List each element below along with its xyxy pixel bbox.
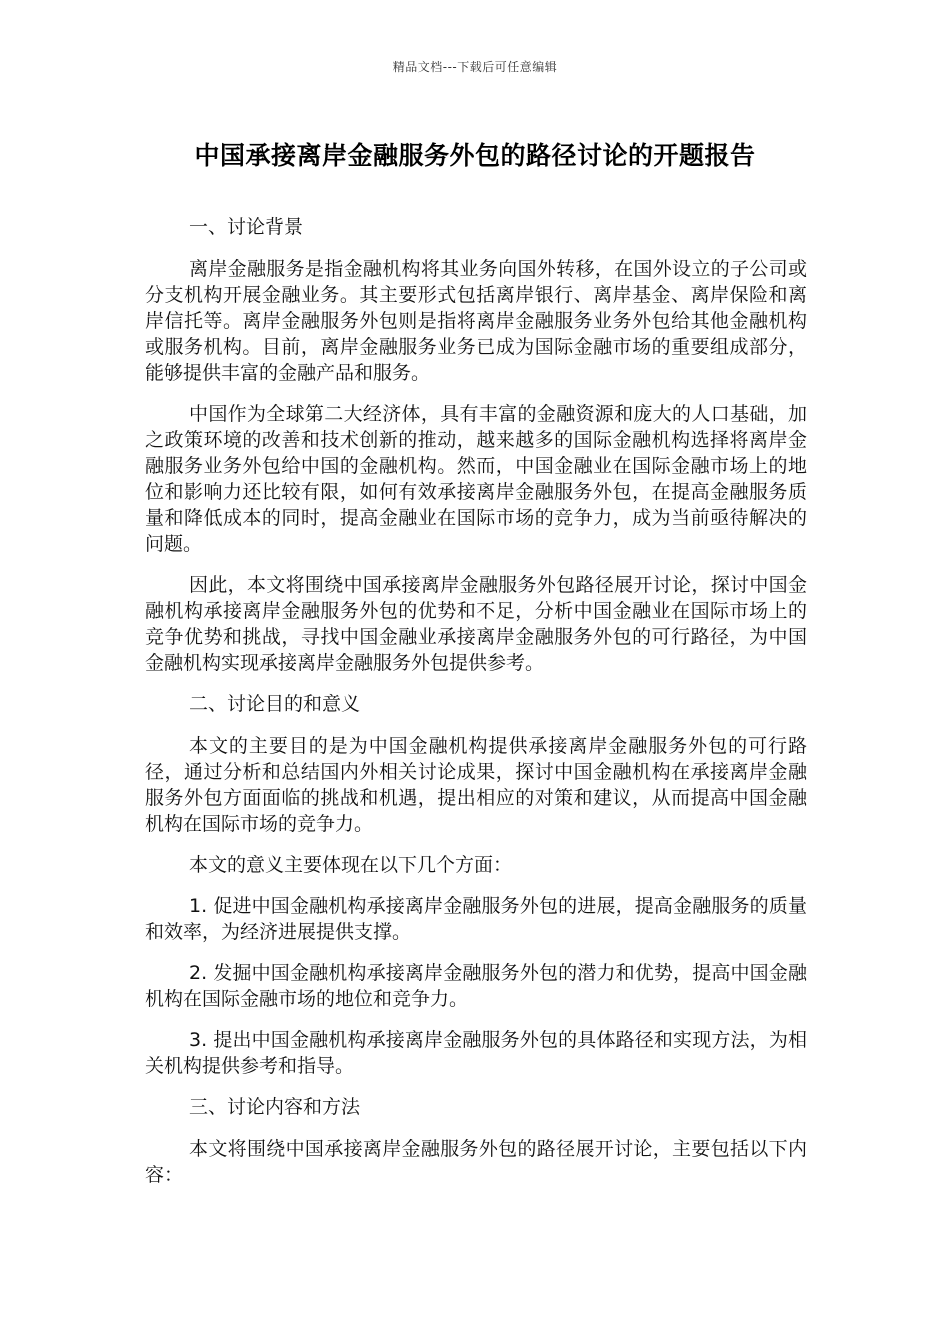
paragraph: 离岸金融服务是指金融机构将其业务向国外转移，在国外设立的子公司或分支机构开展金融业务。其主要形式包括离岸银行、离岸基金、离岸保险和离岸信托等。离岸金融服务外包则是指将离岸金融服务业务外包给其他金融机构或服务机构。目前，离岸金融服务业务已成为国际金融市场的重要组成部分，能够提供丰富的金融产品和服务。 (145, 258, 807, 384)
paragraph: 因此，本文将围绕中国承接离岸金融服务外包路径展开讨论，探讨中国金融机构承接离岸金融服务外包的优势和不足，分析中国金融业在国际市场上的竞争优势和挑战，寻找中国金融业承接离岸金融服务外包的可行路径，为中国金融机构实现承接离岸金融服务外包提供参考。 (145, 574, 807, 674)
section-heading-background: 一、讨论背景 (189, 216, 304, 238)
document-title: 中国承接离岸金融服务外包的路径讨论的开题报告 (194, 141, 756, 170)
list-item: 3. 提出中国金融机构承接离岸金融服务外包的具体路径和实现方法，为相关机构提供参考和指导。 (145, 1029, 807, 1077)
paragraph: 本文将围绕中国承接离岸金融服务外包的路径展开讨论，主要包括以下内容： (145, 1138, 807, 1186)
section-heading-purpose: 二、讨论目的和意义 (189, 693, 361, 715)
list-item: 2. 发掘中国金融机构承接离岸金融服务外包的潜力和优势，提高中国金融机构在国际金融市场的地位和竞争力。 (145, 962, 807, 1010)
paragraph: 本文的主要目的是为中国金融机构提供承接离岸金融服务外包的可行路径，通过分析和总结国内外相关讨论成果，探讨中国金融机构在承接离岸金融服务外包方面面临的挑战和机遇，提出相应的对策和建议，从而提高中国金融机构在国际市场的竞争力。 (145, 735, 807, 835)
document-body (145, 214, 807, 1203)
section-heading-content: 三、讨论内容和方法 (189, 1096, 361, 1118)
list-item: 1. 促进中国金融机构承接离岸金融服务外包的进展，提高金融服务的质量和效率，为经济进展提供支撑。 (145, 895, 807, 943)
paragraph: 本文的意义主要体现在以下几个方面： (189, 854, 513, 876)
paragraph: 中国作为全球第二大经济体，具有丰富的金融资源和庞大的人口基础，加之政策环境的改善和技术创新的推动，越来越多的国际金融机构选择将离岸金融服务业务外包给中国的金融机构。然而，中国金融业在国际金融市场上的地位和影响力还比较有限，如何有效承接离岸金融服务外包，在提高金融服务质量和降低成本的同时，提高金融业在国际市场的竞争力，成为当前亟待解决的问题。 (145, 403, 807, 555)
header-note: 精品文档---下载后可任意编辑 (392, 60, 558, 74)
